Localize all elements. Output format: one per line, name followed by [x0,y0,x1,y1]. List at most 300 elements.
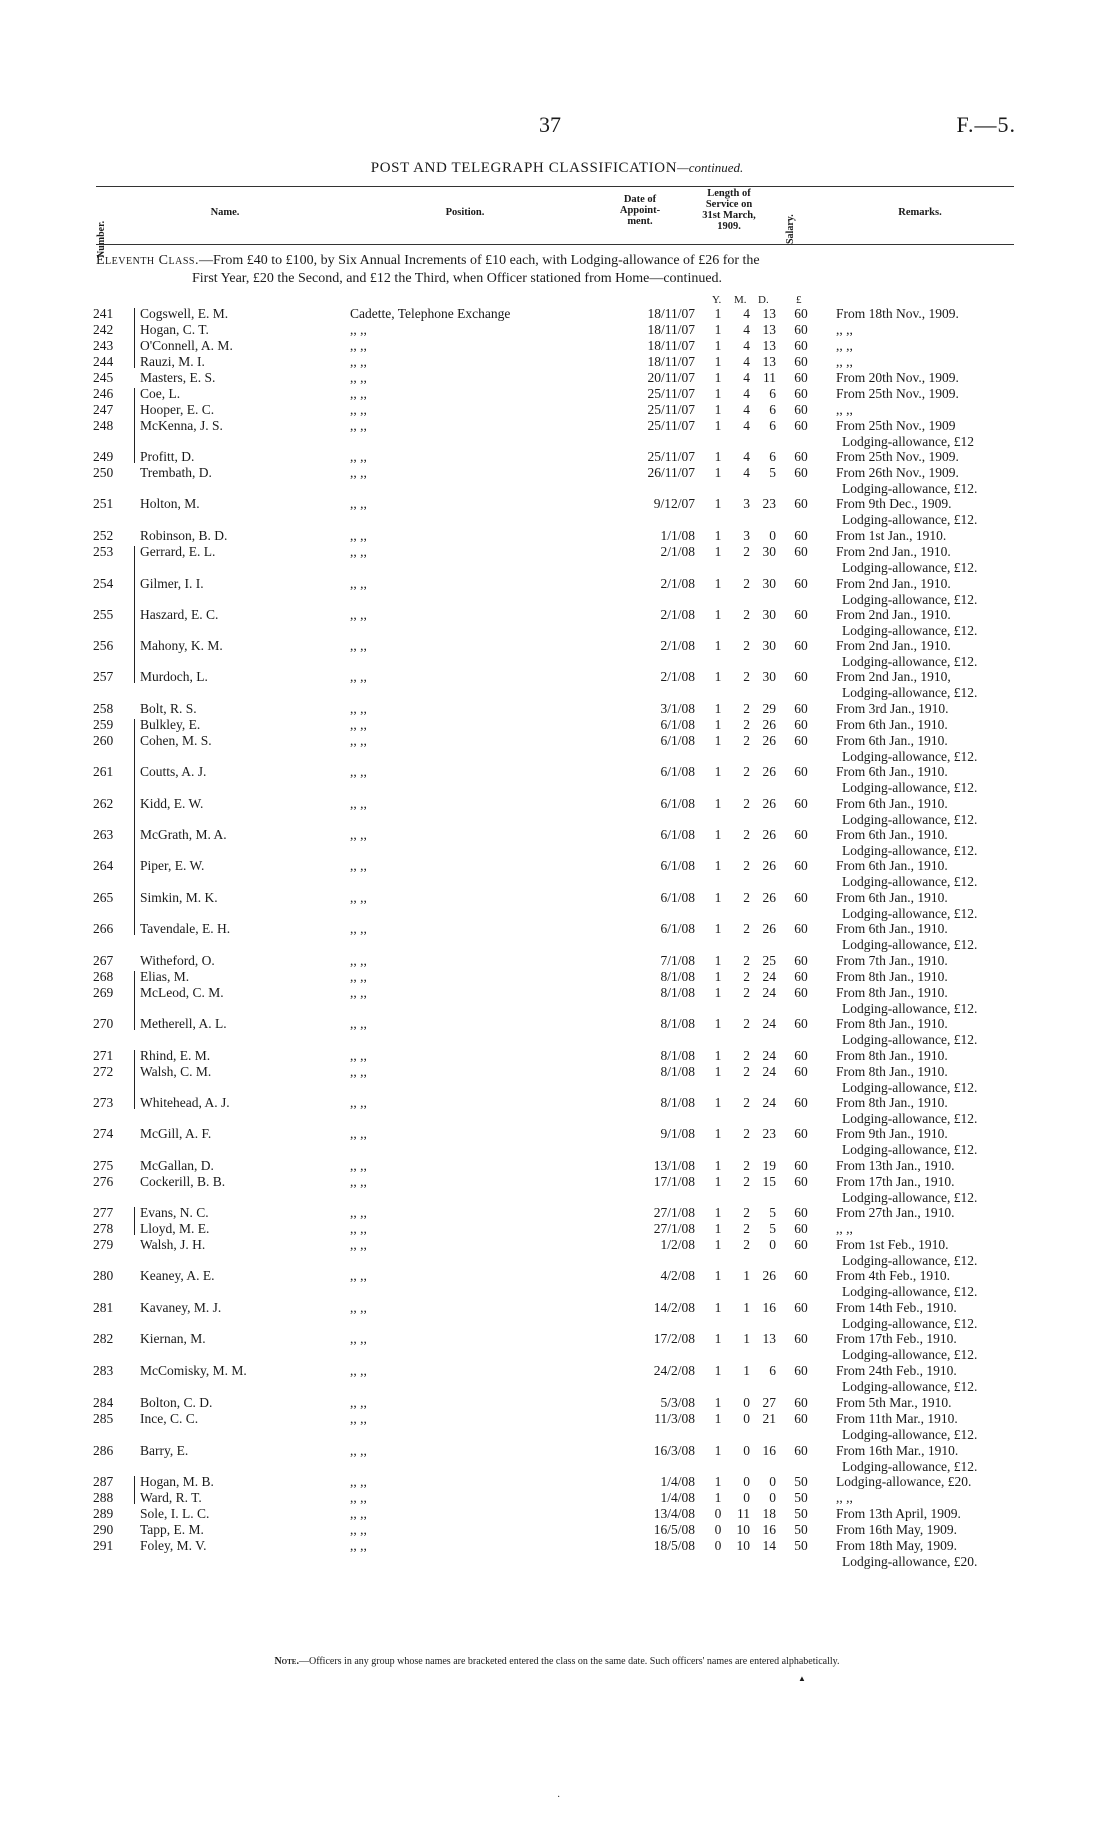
table-row [0,1158,1114,1174]
cell-name: Masters, E. S. [140,370,216,385]
group-bracket [134,308,135,368]
cell-d: 16 [762,1522,776,1537]
cell-date: 14/2/08 [653,1300,695,1315]
cell-num: 288 [93,1490,114,1505]
table-row [0,1411,1114,1442]
class-line2: First Year, £20 the Second, and £12 the Third, when Officer stationed from Home—continued. [192,271,723,286]
cell-m: 2 [743,1174,750,1189]
cell-rem: From 2nd Jan., 1910. [836,607,951,622]
cell-num: 285 [93,1411,114,1426]
cell-date: 6/1/08 [660,717,695,732]
cell-sal: 50 [794,1522,808,1537]
class-heading [96,252,1014,288]
cell-num: 275 [93,1158,114,1173]
cell-num: 245 [93,370,114,385]
cell-num: 287 [93,1474,114,1489]
print-mark: · [557,1792,561,1803]
cell-name: Rhind, E. M. [140,1048,211,1063]
cell-date: 8/1/08 [660,1048,695,1063]
cell-m: 2 [743,669,750,684]
cell-num: 284 [93,1395,114,1410]
cell-remark-continuation: Lodging-allowance, £12. [842,1459,978,1474]
cell-sal: 60 [794,796,808,811]
cell-num: 265 [93,890,114,905]
table-row [0,890,1114,921]
cell-rem: From 2nd Jan., 1910, [836,669,951,684]
header-position: Position. [445,207,485,218]
cell-pos: ,, ,, [350,465,367,480]
cell-y: 1 [714,322,722,337]
cell-name: O'Connell, A. M. [140,338,233,353]
cell-rem: From 24th Feb., 1910. [836,1363,957,1378]
cell-y: 1 [714,386,722,401]
cell-m: 0 [743,1443,750,1458]
header-length-line: Length of [707,188,751,199]
cell-date: 6/1/08 [660,733,695,748]
cell-m: 2 [743,985,750,1000]
cell-pos: ,, ,, [350,1300,367,1315]
table-row [0,1268,1114,1299]
cell-pos: ,, ,, [350,1126,367,1141]
table-row [0,1174,1114,1205]
cell-name: Cockerill, B. B. [140,1174,226,1189]
cell-d: 30 [762,669,776,684]
cell-d: 0 [769,1237,776,1252]
cell-name: Hooper, E. C. [140,402,215,417]
cell-num: 291 [93,1538,114,1553]
cell-remark-continuation: Lodging-allowance, £12. [842,1001,978,1016]
table-row [0,669,1114,700]
cell-m: 2 [743,1205,750,1220]
cell-name: Tapp, E. M. [140,1522,204,1537]
cell-name: Hogan, C. T. [140,322,209,337]
cell-d: 6 [769,402,776,417]
cell-d: 26 [762,764,776,779]
cell-date: 1/4/08 [660,1490,695,1505]
cell-m: 0 [743,1411,750,1426]
cell-name: Murdoch, L. [140,669,208,684]
cell-pos: ,, ,, [350,496,367,511]
cell-y: 1 [714,1205,722,1220]
cell-rem: From 17th Jan., 1910. [836,1174,955,1189]
cell-y: 1 [714,669,722,684]
cell-y: 1 [714,607,722,622]
cell-num: 259 [93,717,114,732]
group-bracket [134,1207,135,1235]
cell-y: 0 [714,1538,722,1553]
cell-rem: From 8th Jan., 1910. [836,1048,948,1063]
table-row [0,449,1114,465]
cell-date: 2/1/08 [660,669,695,684]
cell-name: Robinson, B. D. [140,528,228,543]
cell-rem: From 6th Jan., 1910. [836,717,948,732]
cell-rem: From 6th Jan., 1910. [836,827,948,842]
cell-d: 6 [769,418,776,433]
cell-pos: ,, ,, [350,796,367,811]
header-length-line: 1909. [717,221,741,232]
cell-m: 4 [743,449,750,464]
header-number: Number. [96,220,107,258]
class-line1: —From £40 to £100, by Six Annual Increments of £10 each, with Lodging-allowance of £26 for the [198,253,760,268]
cell-num: 252 [93,528,114,543]
cell-pos: ,, ,, [350,418,367,433]
cell-name: Bulkley, E. [140,717,201,732]
cell-num: 268 [93,969,114,984]
cell-m: 2 [743,1016,750,1031]
cell-num: 248 [93,418,114,433]
table-row [0,544,1114,575]
cell-pos: ,, ,, [350,1538,367,1553]
cell-name: Holton, M. [140,496,200,511]
cell-sal: 60 [794,528,808,543]
cell-date: 25/11/07 [647,402,695,417]
cell-remark-continuation: Lodging-allowance, £12. [842,937,978,952]
table-row [0,701,1114,717]
cell-sal: 60 [794,418,808,433]
cell-date: 2/1/08 [660,544,695,559]
cell-rem: ,, ,, [836,322,853,337]
table-row [0,1443,1114,1474]
cell-y: 1 [714,576,722,591]
table-row [0,1474,1114,1490]
cell-pos: ,, ,, [350,576,367,591]
header-remarks: Remarks. [898,207,942,218]
table-row [0,1064,1114,1095]
table-row [0,1538,1114,1569]
cell-d: 24 [762,1064,776,1079]
cell-num: 267 [93,953,114,968]
cell-d: 13 [762,1331,776,1346]
table-row [0,1331,1114,1362]
cell-d: 26 [762,858,776,873]
cell-sal: 60 [794,1016,808,1031]
cell-y: 1 [714,921,722,936]
cell-sal: 60 [794,370,808,385]
cell-num: 286 [93,1443,114,1458]
cell-rem: From 6th Jan., 1910. [836,858,948,873]
cell-sal: 60 [794,1331,808,1346]
cell-remark-continuation: Lodging-allowance, £12. [842,512,978,527]
cell-y: 1 [714,701,722,716]
cell-rem: From 8th Jan., 1910. [836,1016,948,1031]
cell-date: 18/11/07 [647,354,695,369]
cell-d: 11 [763,370,776,385]
cell-pos: ,, ,, [350,1474,367,1489]
cell-num: 278 [93,1221,114,1236]
cell-m: 2 [743,544,750,559]
cell-rem: From 8th Jan., 1910. [836,969,948,984]
cell-pos: ,, ,, [350,969,367,984]
cell-date: 8/1/08 [660,1095,695,1110]
header-length-line: Service on [705,199,753,210]
cell-date: 27/1/08 [653,1205,695,1220]
cell-m: 3 [743,528,750,543]
cell-d: 26 [762,890,776,905]
cell-name: Evans, N. C. [140,1205,209,1220]
group-bracket [134,546,135,683]
cell-num: 260 [93,733,114,748]
cell-d: 24 [762,969,776,984]
cell-d: 30 [762,576,776,591]
cell-sal: 60 [794,701,808,716]
print-mark: ▲ [798,1674,806,1683]
cell-date: 1/4/08 [660,1474,695,1489]
cell-name: Rauzi, M. I. [140,354,205,369]
cell-sal: 60 [794,953,808,968]
cell-rem: From 8th Jan., 1910. [836,1095,948,1110]
cell-remark-continuation: Lodging-allowance, £12. [842,812,978,827]
cell-d: 18 [762,1506,776,1521]
cell-date: 18/11/07 [647,322,695,337]
group-bracket [134,1476,135,1504]
table-row [0,1205,1114,1221]
table-row [0,418,1114,449]
cell-sal: 60 [794,764,808,779]
cell-rem: From 7th Jan., 1910. [836,953,948,968]
header-date-line: Appoint- [619,205,661,216]
cell-remark-continuation: Lodging-allowance, £12. [842,1190,978,1205]
cell-name: McGallan, D. [140,1158,214,1173]
header-name: Name. [210,207,240,218]
cell-sal: 60 [794,669,808,684]
cell-rem: ,, ,, [836,1490,853,1505]
cell-rem: From 25th Nov., 1909. [836,449,959,464]
cell-pos: ,, ,, [350,1490,367,1505]
header-date-line: ment. [627,216,653,227]
cell-m: 2 [743,576,750,591]
cell-date: 20/11/07 [647,370,695,385]
cell-name: Piper, E. W. [140,858,205,873]
cell-y: 0 [714,1522,722,1537]
cell-pos: ,, ,, [350,1205,367,1220]
cell-pos: ,, ,, [350,717,367,732]
cell-m: 2 [743,858,750,873]
cell-sal: 60 [794,1300,808,1315]
footnote [0,1656,1114,1667]
cell-pos: ,, ,, [350,701,367,716]
cell-d: 0 [769,528,776,543]
cell-num: 283 [93,1363,114,1378]
cell-sal: 50 [794,1474,808,1489]
table-row [0,402,1114,418]
cell-date: 26/11/07 [647,465,695,480]
cell-date: 27/1/08 [653,1221,695,1236]
cell-m: 2 [743,1126,750,1141]
cell-y: 1 [714,638,722,653]
group-bracket [134,1050,135,1109]
cell-m: 10 [736,1522,750,1537]
page-reference: F.—5. [956,112,1016,137]
cell-sal: 60 [794,985,808,1000]
cell-pos: ,, ,, [350,544,367,559]
cell-date: 9/1/08 [660,1126,695,1141]
cell-d: 26 [762,827,776,842]
cell-name: McComisky, M. M. [140,1363,247,1378]
cell-d: 13 [762,354,776,369]
cell-name: Keaney, A. E. [140,1268,215,1283]
cell-y: 1 [714,370,722,385]
cell-pos: ,, ,, [350,1016,367,1031]
cell-sal: 60 [794,1158,808,1173]
header-top-rule [96,186,1014,187]
cell-m: 2 [743,1048,750,1063]
cell-pos: ,, ,, [350,1095,367,1110]
cell-y: 1 [714,1095,722,1110]
cell-d: 27 [762,1395,776,1410]
cell-m: 2 [743,717,750,732]
cell-y: 1 [714,733,722,748]
cell-pos: Cadette, Telephone Exchange [350,306,511,321]
cell-rem: ,, ,, [836,402,853,417]
cell-name: Sole, I. L. C. [140,1506,210,1521]
cell-rem: From 2nd Jan., 1910. [836,544,951,559]
cell-m: 4 [743,306,750,321]
cell-y: 1 [714,1474,722,1489]
cell-sal: 60 [794,921,808,936]
table-row [0,1363,1114,1394]
cell-num: 276 [93,1174,114,1189]
cell-sal: 60 [794,717,808,732]
cell-date: 2/1/08 [660,638,695,653]
cell-date: 16/5/08 [653,1522,695,1537]
cell-pos: ,, ,, [350,1268,367,1283]
cell-date: 6/1/08 [660,890,695,905]
cell-m: 1 [743,1363,750,1378]
header-salary: Salary. [785,214,796,244]
cell-num: 253 [93,544,114,559]
cell-date: 6/1/08 [660,827,695,842]
cell-rem: From 13th Jan., 1910. [836,1158,955,1173]
cell-name: Kiernan, M. [140,1331,206,1346]
cell-remark-continuation: Lodging-allowance, £12. [842,1284,978,1299]
cell-num: 280 [93,1268,114,1283]
cell-name: Bolt, R. S. [140,701,197,716]
cell-rem: From 2nd Jan., 1910. [836,576,951,591]
cell-y: 1 [714,1158,722,1173]
cell-d: 19 [762,1158,776,1173]
cell-sal: 60 [794,1411,808,1426]
footnote-label: Note. [274,1656,299,1667]
cell-d: 26 [762,717,776,732]
cell-sal: 60 [794,1221,808,1236]
cell-sal: 60 [794,544,808,559]
title-suffix: —continued. [677,160,744,175]
table-row [0,338,1114,354]
cell-pos: ,, ,, [350,1363,367,1378]
cell-pos: ,, ,, [350,1522,367,1537]
cell-date: 8/1/08 [660,985,695,1000]
cell-remark-continuation: Lodging-allowance, £12. [842,1379,978,1394]
cell-sal: 60 [794,1064,808,1079]
cell-d: 30 [762,607,776,622]
cell-y: 1 [714,858,722,873]
cell-name: Bolton, C. D. [140,1395,213,1410]
page-number: 37 [539,112,561,137]
cell-date: 4/2/08 [660,1268,695,1283]
table-row [0,576,1114,607]
cell-rem: From 18th Nov., 1909. [836,306,959,321]
cell-sal: 60 [794,1395,808,1410]
cell-d: 21 [762,1411,776,1426]
cell-num: 290 [93,1522,114,1537]
table-row [0,386,1114,402]
cell-rem: From 8th Jan., 1910. [836,1064,948,1079]
header-bottom-rule [96,244,1014,245]
cell-date: 17/1/08 [653,1174,695,1189]
class-label: Eleventh Class. [96,253,199,268]
cell-rem: From 6th Jan., 1910. [836,890,948,905]
cell-name: Haszard, E. C. [140,607,219,622]
cell-num: 269 [93,985,114,1000]
cell-y: 1 [714,354,722,369]
cell-pos: ,, ,, [350,921,367,936]
cell-num: 244 [93,354,114,369]
cell-name: Profitt, D. [140,449,195,464]
cell-pos: ,, ,, [350,1221,367,1236]
cell-num: 249 [93,449,114,464]
cell-rem: From 16th May, 1909. [836,1522,957,1537]
cell-name: Walsh, C. M. [140,1064,212,1079]
cell-num: 289 [93,1506,114,1521]
cell-m: 2 [743,638,750,653]
cell-rem: From 16th Mar., 1910. [836,1443,959,1458]
group-bracket [134,971,135,1030]
cell-d: 6 [769,386,776,401]
cell-sal: 60 [794,1363,808,1378]
cell-pos: ,, ,, [350,370,367,385]
cell-rem: From 4th Feb., 1910. [836,1268,951,1283]
cell-sal: 60 [794,354,808,369]
cell-rem: ,, ,, [836,354,853,369]
cell-name: Ince, C. C. [140,1411,199,1426]
cell-y: 1 [714,1016,722,1031]
cell-sal: 60 [794,858,808,873]
cell-m: 4 [743,418,750,433]
cell-remark-continuation: Lodging-allowance, £12. [842,1111,978,1126]
cell-date: 25/11/07 [647,386,695,401]
cell-rem: From 8th Jan., 1910. [836,985,948,1000]
cell-pos: ,, ,, [350,1174,367,1189]
cell-num: 258 [93,701,114,716]
cell-num: 281 [93,1300,114,1315]
cell-pos: ,, ,, [350,1237,367,1252]
cell-remark-continuation: Lodging-allowance, £12. [842,1253,978,1268]
table-row [0,638,1114,669]
cell-m: 4 [743,465,750,480]
cell-name: Kavaney, M. J. [140,1300,222,1315]
cell-m: 4 [743,402,750,417]
cell-m: 2 [743,1095,750,1110]
cell-pos: ,, ,, [350,1331,367,1346]
cell-y: 1 [714,496,722,511]
cell-name: Gilmer, I. I. [140,576,204,591]
cell-rem: From 6th Jan., 1910. [836,921,948,936]
group-bracket [134,719,135,935]
cell-m: 4 [743,322,750,337]
cell-remark-continuation: Lodging-allowance, £12. [842,560,978,575]
cell-m: 4 [743,370,750,385]
cell-sal: 60 [794,306,808,321]
cell-num: 282 [93,1331,114,1346]
cell-y: 1 [714,402,722,417]
cell-d: 6 [769,1363,776,1378]
cell-date: 11/3/08 [654,1411,695,1426]
cell-sal: 60 [794,1126,808,1141]
cell-num: 264 [93,858,114,873]
cell-m: 2 [743,733,750,748]
cell-y: 1 [714,796,722,811]
cell-d: 30 [762,544,776,559]
